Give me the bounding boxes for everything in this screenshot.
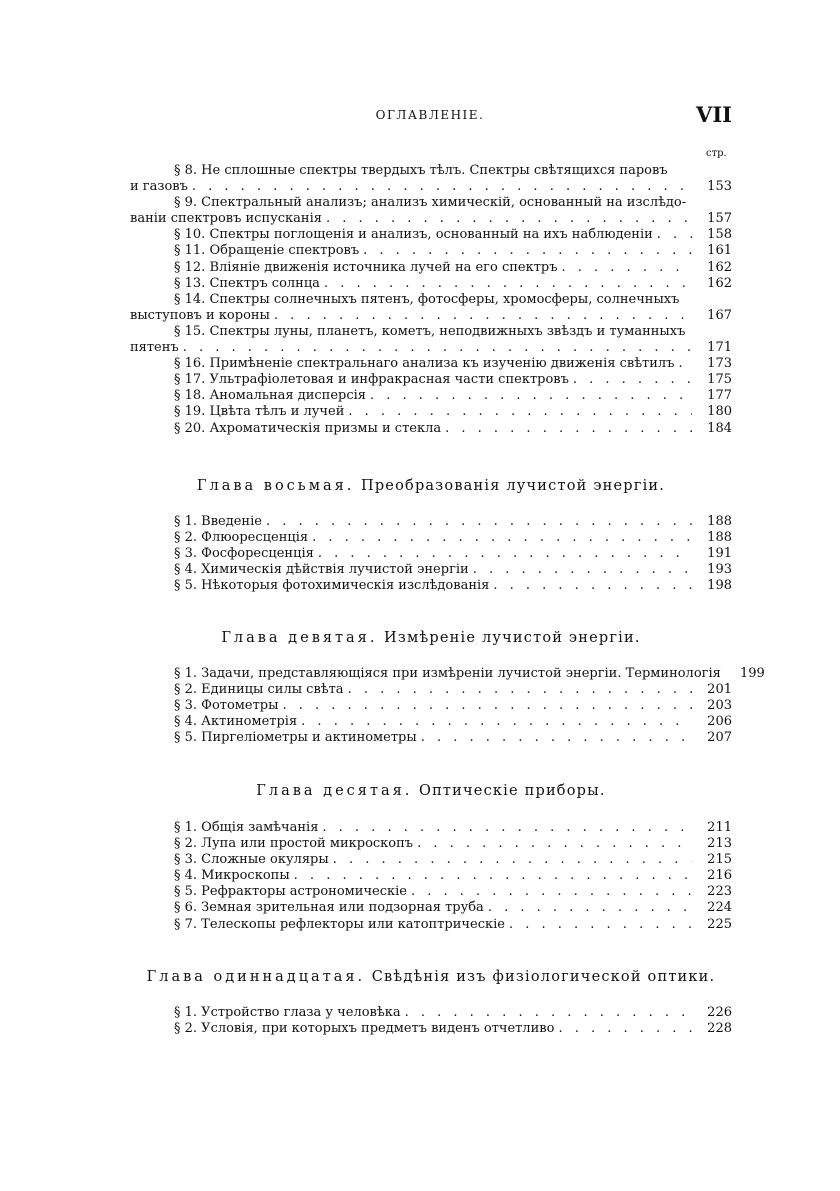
leader-dots	[363, 243, 692, 259]
leader-dots	[678, 356, 692, 372]
toc-entry-title-cont: ванiи спектровъ испусканiя	[130, 211, 322, 227]
toc-entry-title: § 3. Фосфоресценцiя	[174, 546, 314, 562]
toc-entry	[130, 163, 732, 195]
toc-entry-continuation	[130, 211, 732, 227]
toc-entry-title: § 15. Спектры луны, планетъ, кометъ, неподвижныхъ звѣздъ и туманныхъ	[174, 323, 686, 339]
toc-entry	[130, 227, 732, 243]
toc-page-number: 228	[707, 1021, 732, 1037]
leader-dots	[370, 388, 692, 404]
toc-entry-title: § 7. Телескопы рефлекторы или катоптрическiе	[174, 916, 505, 932]
toc-page-number: 211	[707, 820, 732, 835]
toc-page-number: 153	[707, 179, 732, 195]
toc-section-chapter7-continued	[130, 163, 732, 437]
toc-entry-title: § 6. Земная зрительная или подзорная труба	[174, 900, 484, 916]
toc-entry-title: § 8. Не сплошные спектры твердыхъ тѣлъ. Спектры свѣтящихся паровъ	[174, 163, 668, 178]
leader-dots	[421, 730, 692, 746]
toc-entry	[130, 546, 732, 562]
toc-page-number: 206	[707, 714, 732, 730]
chapter-11-subtitle: Свѣдѣнiя изъ физiологической оптики.	[371, 969, 716, 985]
toc-entry	[130, 388, 732, 404]
toc-entry-title: § 4. Химическiя дѣйствiя лучистой энергiи	[174, 562, 469, 578]
toc-entry	[130, 666, 765, 682]
toc-entry	[130, 530, 732, 546]
toc-entry-title: § 1. Задачи, представляющiяся при измѣренiи лучистой энергiи. Терминологiя	[174, 666, 721, 681]
leader-dots	[318, 546, 692, 562]
leader-dots	[301, 714, 692, 730]
toc-entry	[130, 917, 732, 933]
leader-dots	[324, 276, 692, 292]
toc-page-number: 207	[707, 730, 732, 746]
chapter-8-heading	[130, 478, 732, 494]
page-column-label: стр.	[706, 148, 727, 159]
toc-chapter-8-list	[130, 514, 732, 594]
chapter-9-heading	[130, 630, 732, 646]
toc-page-number: 157	[707, 211, 732, 227]
toc-page-number: 193	[707, 562, 732, 578]
toc-entry-title: § 19. Цвѣта тѣлъ и лучей	[174, 404, 345, 420]
toc-entry-title: § 16. Примѣненiе спектральнаго анализа къ изученiю движенiя свѣтилъ	[174, 356, 675, 372]
toc-entry-title: § 2. Лупа или простой микроскопъ	[174, 836, 414, 852]
toc-entry	[130, 404, 732, 420]
leader-dots	[274, 308, 692, 324]
leader-dots	[405, 1005, 692, 1021]
leader-dots	[192, 179, 692, 195]
toc-entry-title-cont: пятенъ	[130, 340, 179, 356]
toc-page-number: 188	[707, 514, 732, 529]
toc-entry	[130, 260, 732, 276]
page-header	[130, 104, 730, 128]
toc-entry	[130, 421, 732, 437]
toc-page-number: 201	[707, 682, 732, 698]
toc-page-number: 184	[707, 420, 732, 436]
toc-entry-title: § 5. Рефракторы астрономическiе	[174, 884, 407, 900]
toc-entry-title: § 13. Спектръ солнца	[174, 275, 320, 291]
toc-page-number: 198	[707, 578, 732, 594]
toc-entry	[130, 514, 732, 530]
toc-entry	[130, 1021, 732, 1037]
toc-entry-title: § 1. Общiя замѣчанiя	[174, 820, 319, 835]
leader-dots	[562, 260, 693, 276]
toc-entry-title: § 4. Актинометрiя	[174, 714, 298, 730]
toc-entry	[130, 698, 732, 714]
toc-entry-title: § 3. Сложные окуляры	[174, 852, 329, 868]
toc-page-number: 177	[707, 388, 732, 404]
page-title: ОГЛАВЛЕНIЕ.	[375, 108, 485, 122]
toc-page-number: 203	[707, 698, 732, 714]
leader-dots	[326, 211, 692, 227]
toc-entry-title: § 9. Спектральный анализъ; анализъ химическiй, основанный на изслѣдо-	[174, 195, 687, 211]
chapter-10-title: Глава десятая.	[256, 783, 413, 799]
leader-dots	[445, 421, 692, 437]
leader-dots	[282, 698, 692, 714]
chapter-8-subtitle: Преобразованiя лучистой энергiи.	[360, 478, 666, 494]
toc-page-number: 158	[707, 227, 732, 243]
toc-page-number: 224	[707, 900, 732, 916]
toc-entry-title: § 5. Нѣкоторыя фотохимическiя изслѣдованiя	[174, 578, 490, 594]
toc-entry	[130, 852, 732, 868]
leader-dots	[488, 900, 692, 916]
toc-entry-title: § 2. Единицы силы свѣта	[174, 682, 344, 698]
toc-entry-title: § 1. Устройство глаза у человѣка	[174, 1005, 401, 1020]
chapter-8-title: Глава восьмая.	[196, 478, 355, 494]
toc-page-number: 213	[707, 836, 732, 852]
toc-page-number: 167	[707, 307, 732, 323]
toc-page-number: 191	[707, 546, 732, 562]
leader-dots	[348, 404, 692, 420]
toc-entry-continuation	[130, 308, 732, 324]
toc-entry-title: § 12. Влiянiе движенiя источника лучей на его спектръ	[174, 259, 558, 275]
leader-dots	[183, 340, 692, 356]
toc-entry-title: § 5. Пиргелiометры и актинометры	[174, 730, 417, 746]
toc-entry	[130, 730, 732, 746]
toc-entry	[130, 562, 732, 578]
toc-entry-title: § 1. Введенiе	[174, 514, 262, 529]
toc-entry	[130, 868, 732, 884]
toc-entry-continuation	[130, 179, 732, 195]
leader-dots	[493, 578, 692, 594]
toc-entry	[130, 324, 732, 356]
toc-page-number: 188	[707, 530, 732, 546]
toc-entry-continuation	[130, 340, 732, 356]
toc-entry-title: § 18. Аномальная дисперсiя	[174, 388, 366, 404]
toc-page-number: 162	[707, 275, 732, 291]
chapter-11-title: Глава одиннадцатая.	[146, 969, 366, 985]
leader-dots	[294, 868, 692, 884]
chapter-10-subtitle: Оптическiе приборы.	[418, 783, 606, 799]
chapter-9-subtitle: Измѣренiе лучистой энергiи.	[384, 630, 641, 646]
toc-entry-title: § 4. Микроскопы	[174, 868, 290, 884]
leader-dots	[657, 227, 692, 243]
leader-dots	[348, 682, 692, 698]
toc-entry	[130, 1005, 732, 1021]
toc-entry-title: § 20. Ахроматическiя призмы и стекла	[174, 420, 442, 436]
toc-entry	[130, 884, 732, 900]
chapter-11-heading	[130, 969, 732, 985]
leader-dots	[558, 1021, 692, 1037]
toc-chapter-11-list	[130, 1005, 732, 1037]
chapter-10-heading	[130, 783, 732, 799]
toc-entry-title: § 3. Фотометры	[174, 698, 279, 714]
toc-page-number: 173	[707, 356, 732, 372]
toc-page-number: 223	[707, 884, 732, 900]
toc-page-number: 162	[707, 259, 732, 275]
toc-entry	[130, 714, 732, 730]
toc-entry-title: § 2. Флюоресценцiя	[174, 530, 309, 546]
toc-page-number: 161	[707, 243, 732, 259]
leader-dots	[333, 852, 692, 868]
toc-entry	[130, 292, 732, 324]
toc-entry	[130, 372, 732, 388]
toc-page-number: 215	[707, 852, 732, 868]
toc-entry	[130, 243, 732, 259]
leader-dots	[509, 917, 692, 933]
toc-entry	[130, 276, 732, 292]
toc-entry-title-cont: выступовъ и короны	[130, 307, 270, 323]
toc-entry-title: § 17. Ультрафiолетовая и инфракрасная части спектровъ	[174, 372, 569, 388]
toc-entry-title: § 2. Условiя, при которыхъ предметъ виденъ отчетливо	[174, 1021, 555, 1037]
toc-page-number: 225	[707, 916, 732, 932]
toc-page-number: 199	[739, 666, 765, 681]
leader-dots	[573, 372, 692, 388]
toc-page-number: 226	[707, 1005, 732, 1020]
toc-entry-title: § 14. Спектры солнечныхъ пятенъ, фотосферы, хромосферы, солнечныхъ	[174, 291, 680, 307]
toc-page-number: 216	[707, 868, 732, 884]
leader-dots	[312, 530, 692, 546]
leader-dots	[322, 820, 692, 836]
leader-dots	[411, 884, 692, 900]
toc-entry	[130, 356, 732, 372]
toc-entry	[130, 578, 732, 594]
toc-entry-title: § 10. Спектры поглощенiя и анализъ, основанный на ихъ наблюденiи	[174, 227, 653, 243]
toc-entry	[130, 195, 732, 227]
leader-dots	[417, 836, 692, 852]
toc-entry-title: § 11. Обращенiе спектровъ	[174, 243, 360, 259]
toc-chapter-10-list	[130, 820, 732, 933]
toc-page-number: 180	[707, 404, 732, 420]
toc-entry	[130, 820, 732, 836]
leader-dots	[473, 562, 692, 578]
toc-entry-title-cont: и газовъ	[130, 179, 188, 195]
toc-chapter-9-list	[130, 666, 765, 746]
toc-entry	[130, 836, 732, 852]
toc-entry	[130, 682, 732, 698]
leader-dots	[266, 514, 692, 530]
chapter-9-title: Глава девятая.	[221, 630, 378, 646]
toc-page-number: 175	[707, 372, 732, 388]
page-number: VII	[696, 102, 732, 127]
toc-entry	[130, 900, 732, 916]
toc-page-number: 171	[707, 340, 732, 356]
